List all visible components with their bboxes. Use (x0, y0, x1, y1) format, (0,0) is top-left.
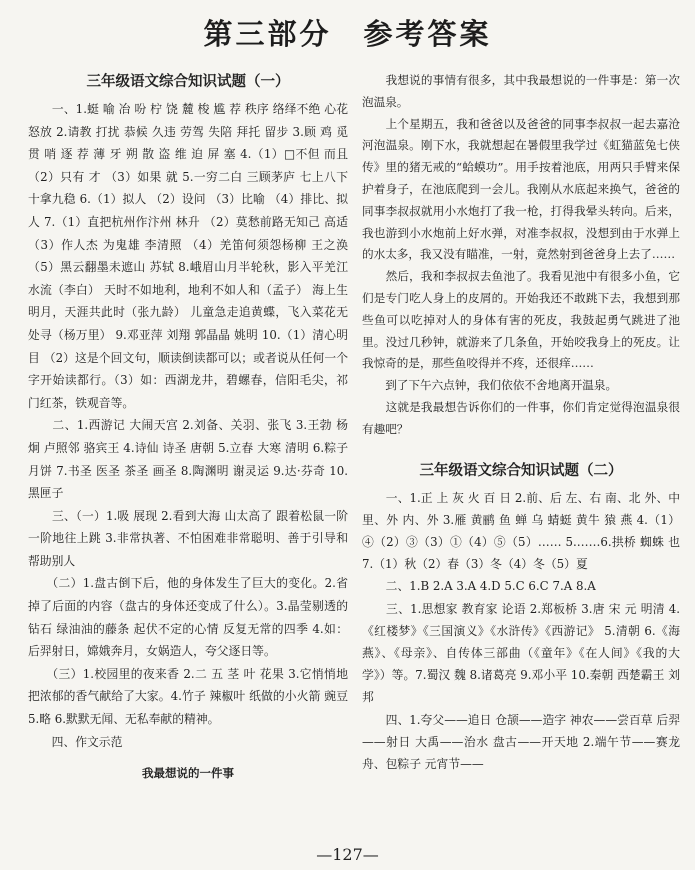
essay-body (362, 70, 680, 441)
essay-paragraph: 我想说的事情有很多，其中我最想说的一件事是：第一次泡温泉。 (362, 73, 680, 109)
section-title-test-2: 三年级语文综合知识试题（二） (419, 462, 623, 479)
answer-part-2: 二、1.B 2.A 3.A 4.D 5.C 6.C 7.A 8.A (362, 579, 596, 594)
answer-part-1: 一、1.正 上 灰 火 百 日 2.前、后 左、右 南、北 外、中 里、外 内、外 3.雁 黄鹂 鱼 蝉 乌 蜻蜓 黄牛 猿 燕 4.（1）④（2）③（3）①（4）⑤（5）…… 5.……6.拱桥 蜘蛛 也 7.（1）秋（2）春（3）冬（4）冬（5）夏 (362, 490, 680, 572)
answer-part-4: 四、1.夸父——追日 仓颉——造字 神农——尝百草 后羿——射日 大禹——治水 盘古——开天地 2.端午节——赛龙舟、包粽子 元宵节—— (362, 712, 680, 771)
essay-paragraph: 然后，我和李叔叔去鱼池了。我看见池中有很多小鱼，它们是专门吃人身上的皮屑的。开始我还不敢跳下去，我想到那些鱼可以吃掉对人的身体有害的死皮，我鼓起勇气跳进了池里。没过几秒钟，就游来了几条鱼，开始咬我身上的死皮。让我惊奇的是，那些鱼咬得并不疼，还很痒…… (362, 269, 680, 371)
right-column (362, 70, 680, 820)
answer-part-3-3: （三）1.校园里的夜来香 2.二 五 茎 叶 花果 3.它悄悄地把浓郁的香气献给了大家。4.竹子 辣椒叶 纸做的小火箭 豌豆 5.略 6.默默无闻、无私奉献的精神。 (28, 666, 348, 727)
left-column (28, 70, 348, 820)
essay-paragraph: 到了下午六点钟，我们依依不舍地离开温泉。 (362, 378, 618, 393)
essay-paragraph: 这就是我最想告诉你们的一件事，你们肯定觉得泡温泉很有趣吧？ (362, 399, 680, 436)
test-2-section (362, 459, 680, 776)
answer-part-1: 一、1.蜓 喻 冶 吩 柠 饶 麓 梭 尴 荐 秩序 络绎不绝 心花怒放 2.请教 打扰 恭候 久违 劳驾 失陪 拜托 留步 3.顾 鸡 觅 贯 哨 逐 荐 薄 牙 朔 散 盗 维 迫 屏 塞 4.（1）□不但 而且 （2）只有 才 （3）如果 就 5.一穷二白 三顾茅庐 七上八下 十拿九稳 6.（1）拟人 （2）设问 （3）比喻 （4）排比、拟人 7.（1）直把杭州作汴州 林升 （2）莫愁前路无知己 高适 （3）作人杰 为鬼雄 李清照 （4）羌笛何须怨杨柳 王之涣 （5）黑云翻墨未遮山 苏轼 8.峨眉山月半轮秋，影入平羌江水流（李白） 天时不如地利，地利不如人和（孟子） 海上生明月，天涯共此时（张九龄） 儿童急走追黄蝶，飞入菜花无处寻（杨万里） 9.邓亚萍 刘翔 郭晶晶 姚明 10.（1）清心明目 （2）这是个回文句，顺读倒读都可以；或者说从任何一个字开始读都行。（3）如：西湖龙井，碧螺春，信阳毛尖，祁门红茶，铁观音等。 (28, 102, 348, 410)
answer-part-4: 四、作文示范 (28, 734, 123, 749)
answer-part-3-2: （二）1.盘古倒下后，他的身体发生了巨大的变化。2.省掉了后面的内容（盘古的身体还变成了什么）。3.晶莹剔透的钻石 绿油油的藤条 起伏不定的心情 反复无常的四季 4.如：后羿射日，嫦娥奔月，女娲造人，夸父逐日等。 (28, 576, 348, 659)
page-title: 第三部分 参考答案 (203, 17, 492, 51)
section-title-test-1: 三年级语文综合知识试题（一） (86, 74, 290, 90)
answer-part-3-1: 三、（一）1.吸 展现 2.看到大海 山太高了 跟着松鼠一阶一阶地往上跳 3.非常执著、不怕困难非常聪明、善于引导和帮助别人 (28, 508, 348, 568)
page-number: —127— (316, 845, 379, 864)
essay-title: 我最想说的一件事 (142, 766, 234, 781)
answer-part-2: 二、1.西游记 大闹天宫 2.刘备、关羽、张飞 3.王勃 杨炯 卢照邻 骆宾王 4.诗仙 诗圣 唐朝 5.立春 大寒 清明 6.粽子 月饼 7.书圣 医圣 茶圣 画圣 8.陶渊明 谢灵运 9.达·芬奇 10.黑匣子 (28, 418, 348, 501)
answer-part-3: 三、1.思想家 教育家 论语 2.郑板桥 3.唐 宋 元 明清 4.《红楼梦》《三国演义》《水浒传》《西游记》 5.清朝 6.《海燕》、《母亲》、自传体三部曲（《童年》《在人间》《我的大学》）等。7.蜀汉 魏 8.诸葛亮 9.邓小平 10.秦朝 西楚霸王 刘邦 (362, 601, 680, 705)
essay-paragraph: 上个星期五，我和爸爸以及爸爸的同事李叔叔一起去嘉沧河泡温泉。刚下水，我就想起在暑假里我学过《虹猫蓝兔七侠传》里的猪无戒的“蛤蟆功”。用手按着池底，用两只手臂来保护着身子，在池底爬到一会儿。我刚从水底起来换气，爸爸的同事李叔叔就用小水炮打了我一枪，打得我晕头转向。后来，我也游到小水炮前上好水弹，对准李叔叔，没想到由于水弹上的水太多，我又没有瞄准，一射，竟然射到爸爸身上去了…… (362, 116, 680, 262)
